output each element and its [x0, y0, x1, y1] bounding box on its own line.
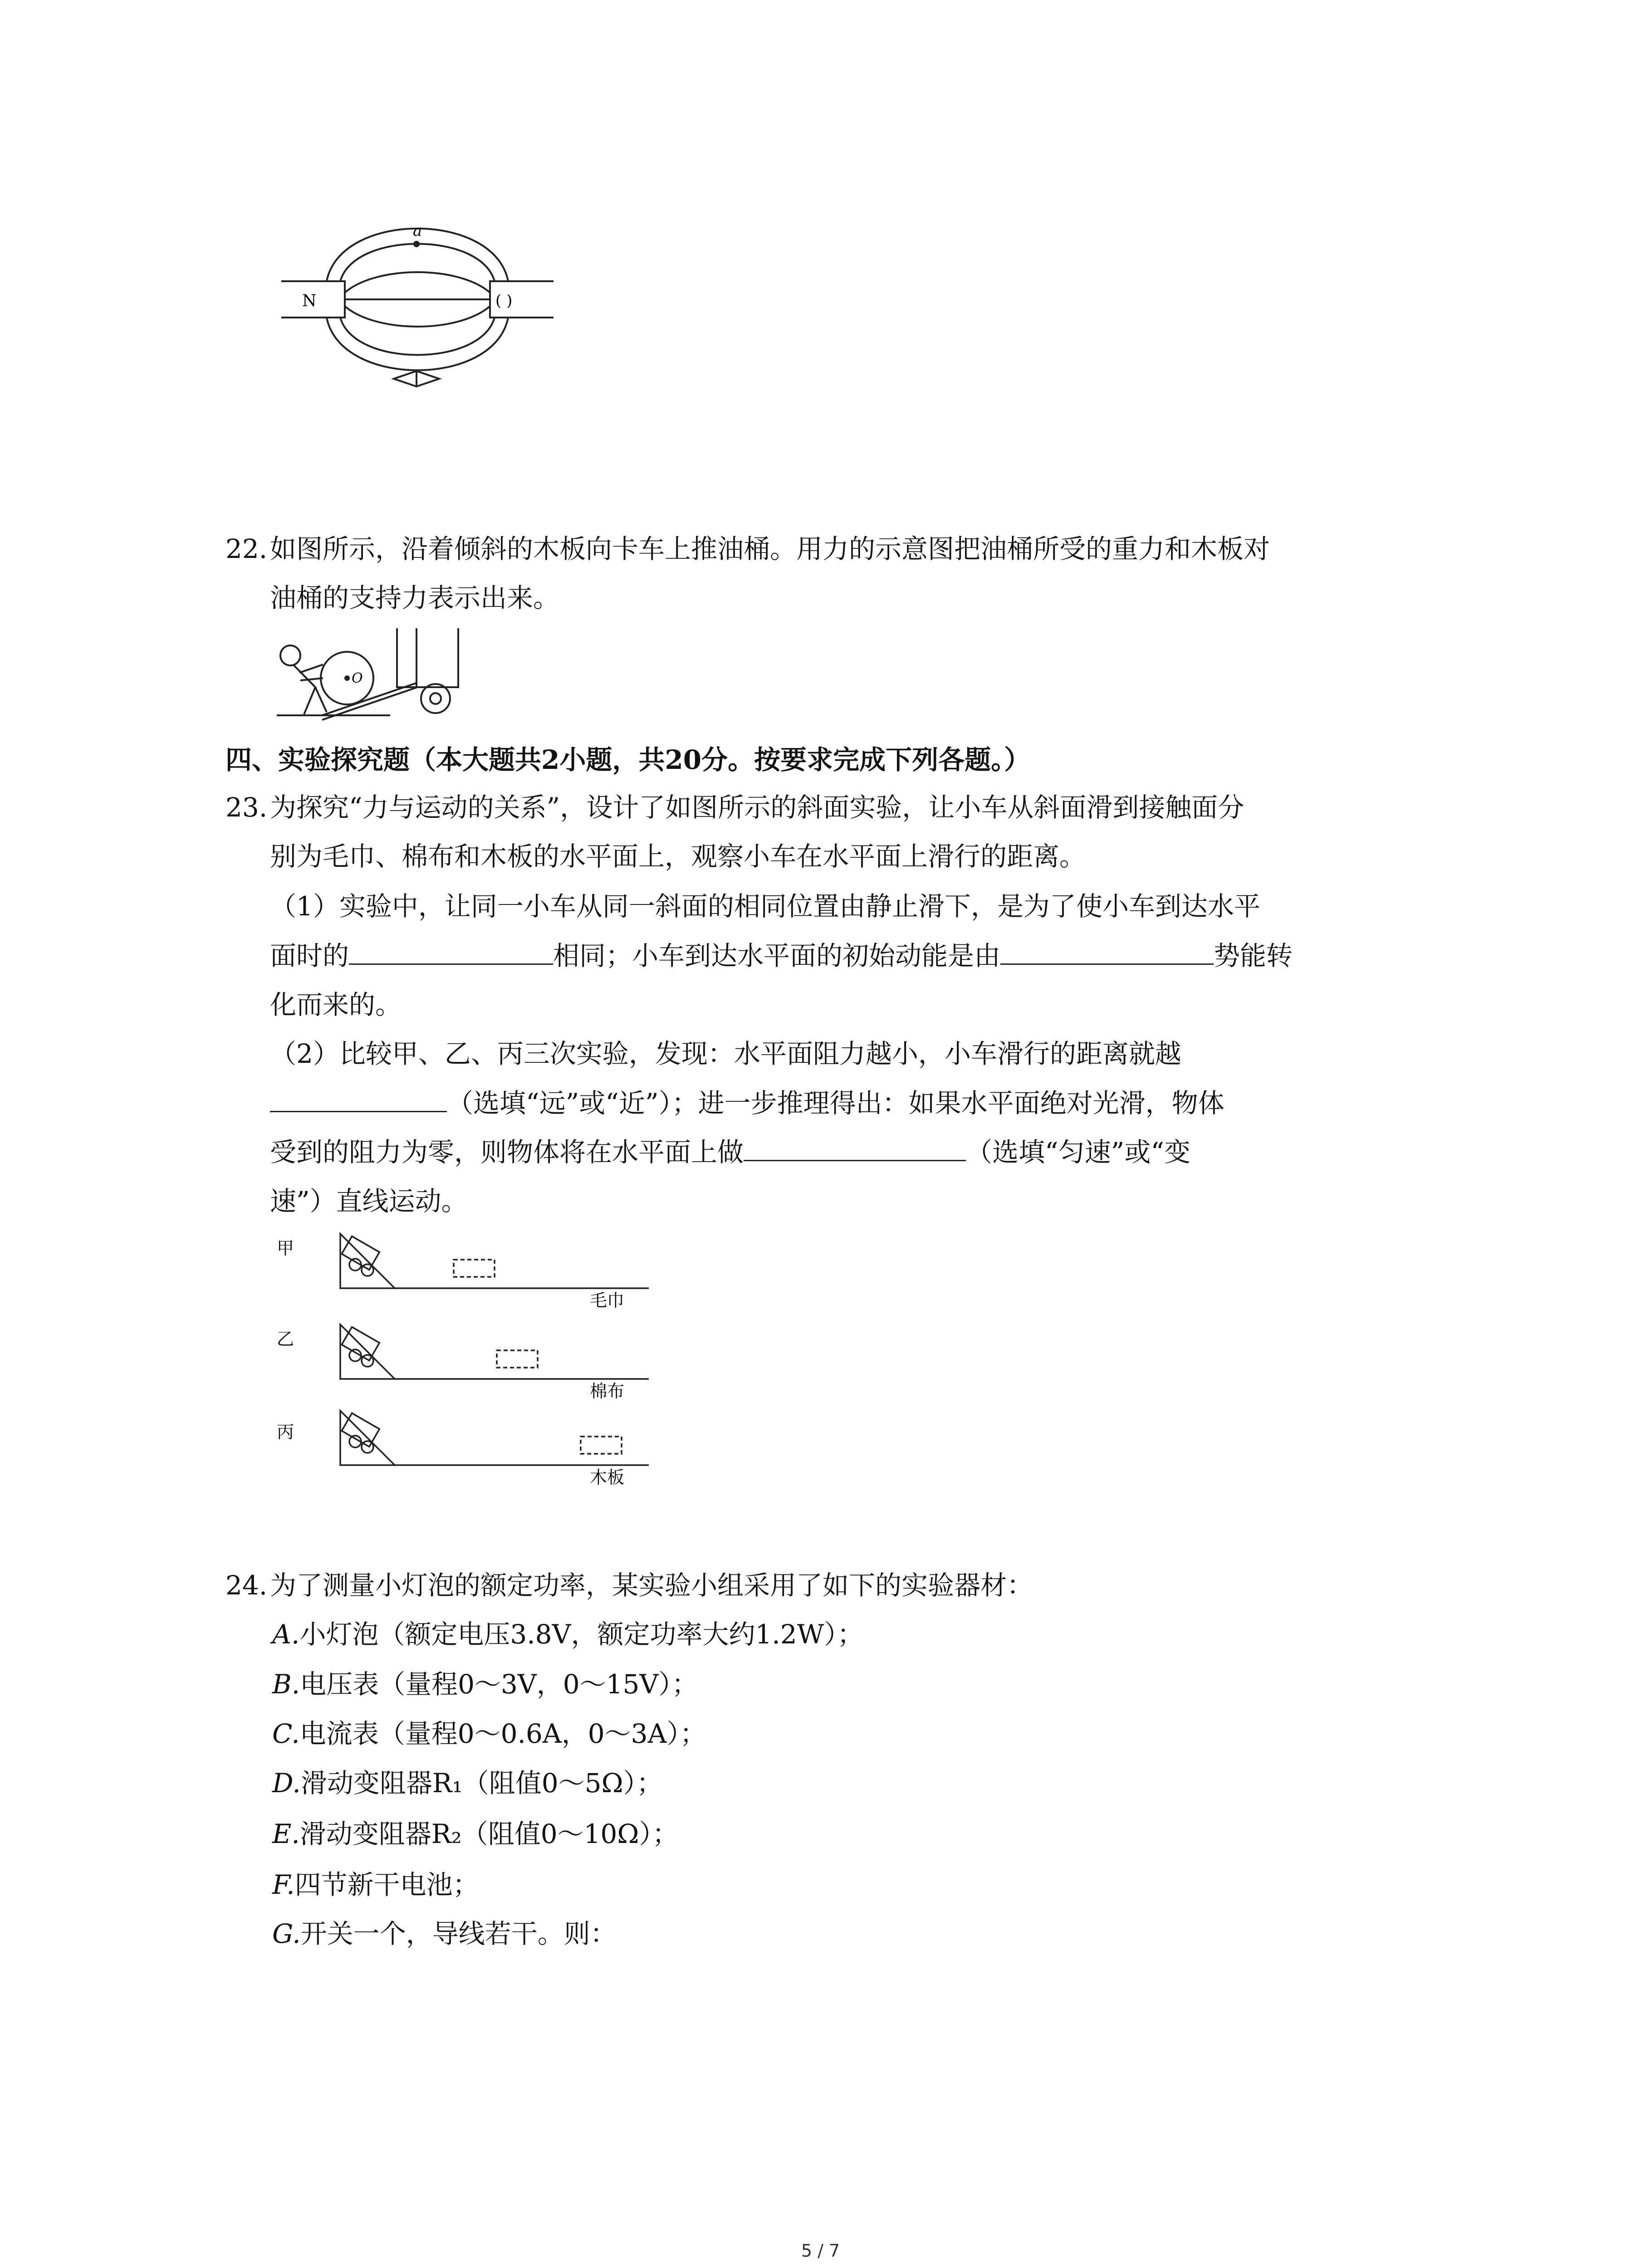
item-letter: B. [272, 1669, 300, 1700]
question-23-part1-line3: 化而来的。 [270, 989, 402, 1020]
equipment-item-b [272, 1659, 698, 1709]
part1-text-a: 面时的 [270, 940, 349, 971]
question-23-part2-line1: （2）比较甲、乙、丙三次实验，发现：水平面阻力越小，小车滑行的距离就越 [270, 1038, 1181, 1069]
item-letter: D. [272, 1768, 301, 1799]
answer-blank-2[interactable] [1000, 935, 1214, 965]
question-23-line2: 别为毛巾、棉布和木板的水平面上，观察小车在水平面上滑行的距离。 [270, 841, 1086, 872]
row-label-yi: 乙 [277, 1329, 294, 1349]
surface-label-wood: 木板 [590, 1467, 625, 1487]
equipment-item-a [272, 1609, 863, 1659]
equipment-item-f [272, 1860, 479, 1910]
answer-blank-1[interactable] [349, 935, 553, 965]
section-4-heading: 四、实验探究题（本大题共2小题，共20分。按要求完成下列各题。） [225, 744, 1031, 775]
item-letter: A. [272, 1619, 300, 1650]
answer-blank-4[interactable] [744, 1132, 966, 1161]
question-23-part1-line1: （1）实验中，让同一小车从同一斜面的相同位置由静止滑下，是为了使小车到达水平 [270, 891, 1260, 922]
item-text: 电压表（量程0～3V，0～15V）； [300, 1669, 698, 1700]
question-23-part2-line2 [270, 1078, 1225, 1128]
question-23-number: 23. [225, 792, 268, 823]
question-22-line1: 如图所示，沿着倾斜的木板向卡车上推油桶。用力的示意图把油桶所受的重力和木板对 [270, 533, 1270, 564]
unknown-pole-label: ( ) [495, 292, 513, 310]
equipment-item-d [272, 1758, 663, 1808]
item-text: 滑动变阻器R₁（阻值0～5Ω）； [300, 1768, 663, 1799]
question-23-part2-line4: 速”）直线运动。 [270, 1186, 468, 1217]
surface-label-towel: 毛巾 [590, 1290, 625, 1310]
item-letter: C. [272, 1718, 300, 1749]
page-number: 5 / 7 [801, 2241, 840, 2261]
row-label-jia: 甲 [277, 1238, 294, 1258]
surface-label-cotton: 棉布 [590, 1381, 625, 1401]
equipment-item-e [272, 1809, 679, 1859]
equipment-item-c [272, 1709, 706, 1759]
equipment-item-g [272, 1909, 617, 1959]
question-24-intro: 为了测量小灯泡的额定功率，某实验小组采用了如下的实验器材： [270, 1570, 1034, 1601]
question-23-part2-line3 [270, 1127, 1190, 1177]
part2-text-c: （选填“匀速”或“变 [966, 1137, 1190, 1168]
part1-text-b: 相同；小车到达水平面的初始动能是由 [553, 940, 1001, 971]
question-22-number: 22. [225, 533, 268, 564]
item-text: 四节新干电池； [294, 1869, 479, 1900]
part1-text-c: 势能转 [1214, 940, 1293, 971]
question-22-line2: 油桶的支持力表示出来。 [270, 582, 560, 613]
part2-text-a: （选填“远”或“近”）；进一步推理得出：如果水平面绝对光滑，物体 [447, 1088, 1225, 1119]
item-letter: G. [272, 1918, 301, 1949]
question-23-part1-line2 [270, 931, 1293, 981]
question-24-number: 24. [225, 1570, 268, 1601]
magnet-field-figure [272, 213, 563, 404]
answer-blank-3[interactable] [270, 1083, 447, 1112]
item-text: 电流表（量程0～0.6A，0～3A）； [299, 1718, 706, 1749]
item-letter: F. [272, 1869, 295, 1900]
question-23-line1: 为探究“力与运动的关系”，设计了如图所示的斜面实验，让小车从斜面滑到接触面分 [270, 792, 1244, 823]
incline-experiment-figure [272, 1225, 662, 1506]
push-barrel-figure [272, 619, 463, 723]
row-label-bing: 丙 [277, 1422, 294, 1442]
item-text: 滑动变阻器R₂（阻值0～10Ω）； [299, 1818, 679, 1849]
north-pole-label: N [302, 292, 317, 310]
item-text: 开关一个，导线若干。则： [300, 1918, 617, 1949]
item-letter: E. [272, 1818, 300, 1849]
part2-text-b: 受到的阻力为零，则物体将在水平面上做 [270, 1137, 744, 1168]
item-text: 小灯泡（额定电压3.8V，额定功率大约1.2W）； [299, 1619, 864, 1650]
barrel-center-label: O [352, 670, 363, 686]
point-a-label: a [413, 222, 422, 240]
